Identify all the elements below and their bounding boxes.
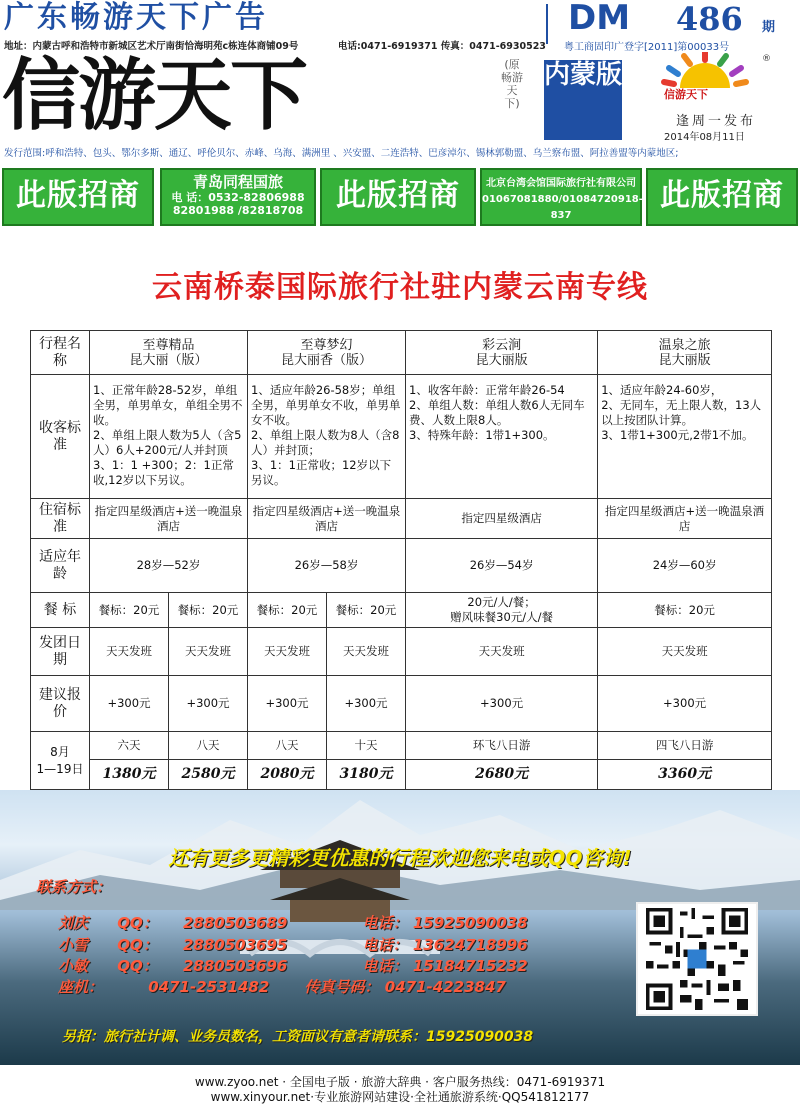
ad-qingdao[interactable] bbox=[160, 168, 316, 226]
contact-name: 座机： bbox=[58, 978, 104, 996]
hotel-standard: 指定四星级酒店+送一晚温泉酒店 bbox=[90, 499, 248, 539]
contact-qq-label: QQ： bbox=[117, 957, 158, 975]
guest-standard: 1、适应年龄24-60岁， 2、无同车，无上限人数，13人以上按团队计算。 3、1带1+300元,2带1不加。 bbox=[598, 375, 772, 499]
header-guest: 收客标准 bbox=[31, 375, 90, 499]
issue-number: 486 bbox=[676, 0, 743, 38]
trip-days: 环飞八日游 bbox=[406, 732, 598, 760]
contact-tel[interactable]: 0471-4223847 bbox=[384, 978, 506, 996]
advice-price: +300元 bbox=[327, 676, 406, 732]
header-advice: 建议报价 bbox=[31, 676, 90, 732]
publish-frequency: 逢周一发布 bbox=[676, 114, 757, 129]
depart-date: 天天发班 bbox=[406, 628, 598, 676]
contact-name: 小雪 bbox=[58, 936, 89, 954]
more-offers: 还有更多更精彩更优惠的行程欢迎您来电或QQ咨询! bbox=[168, 846, 632, 870]
meal-standard: 餐标：20元 bbox=[327, 593, 406, 628]
address: 地址：内蒙古呼和浩特市新城区艺术厅南街恰海明苑c栋连体商铺09号 bbox=[4, 41, 299, 52]
meal-standard: 餐标：20元 bbox=[90, 593, 169, 628]
depart-date: 天天发班 bbox=[248, 628, 327, 676]
itinerary-table bbox=[30, 330, 772, 790]
contact-qq[interactable]: 2880503696 bbox=[183, 957, 288, 975]
contact-row bbox=[58, 912, 528, 933]
trip-price: 3180元 bbox=[327, 760, 406, 790]
trip-days: 十天 bbox=[327, 732, 406, 760]
hotel-standard: 指定四星级酒店+送一晚温泉酒店 bbox=[598, 499, 772, 539]
trip-price: 2680元 bbox=[406, 760, 598, 790]
ad-recruit-3[interactable]: 此版招商 bbox=[646, 168, 798, 226]
trip-price: 2580元 bbox=[169, 760, 248, 790]
contact-tel-label: 传真号码： bbox=[304, 978, 380, 996]
trip-price: 1380元 bbox=[90, 760, 169, 790]
age-range: 28岁—52岁 bbox=[90, 539, 248, 593]
trip-days: 八天 bbox=[169, 732, 248, 760]
logo-name: 信游天下 bbox=[664, 88, 708, 101]
contact-row bbox=[58, 955, 528, 976]
ad-recruit-2[interactable]: 此版招商 bbox=[320, 168, 476, 226]
contact-name: 小敏 bbox=[58, 957, 89, 975]
advice-price: +300元 bbox=[406, 676, 598, 732]
meal-standard: 餐标：20元 bbox=[598, 593, 772, 628]
original-name: (原畅游天下) bbox=[501, 58, 523, 110]
main-title: 云南桥泰国际旅行社驻内蒙云南专线 bbox=[152, 270, 648, 305]
trip-days: 六天 bbox=[90, 732, 169, 760]
ad-recruit-1[interactable]: 此版招商 bbox=[2, 168, 154, 226]
hotel-standard: 指定四星级酒店 bbox=[406, 499, 598, 539]
contact-tel-label: 电话： bbox=[362, 957, 408, 975]
meal-standard: 餐标：20元 bbox=[248, 593, 327, 628]
issue-date: 2014年08月11日 bbox=[664, 132, 745, 143]
guest-standard: 1、收客年龄：正常年龄26-54 2、单组人数：单组人数6人无同车费、人数上限8人。 3、特殊年龄：1带1+300。 bbox=[406, 375, 598, 499]
contact-tel-label: 电话： bbox=[362, 914, 408, 932]
contact-tel[interactable]: 13624718996 bbox=[412, 936, 528, 954]
meal-standard: 餐标：20元 bbox=[169, 593, 248, 628]
route-name: 彩云涧 昆大丽版 bbox=[406, 331, 598, 375]
guest-standard: 1、适应年龄26-58岁；单组全男，单男单女不收，单男单女不收。 2、单组上限人数为8人（含8人）并封顶； 3、1：1正常收；12岁以下另议。 bbox=[248, 375, 406, 499]
route-name: 至尊梦幻 昆大丽香（版） bbox=[248, 331, 406, 375]
header-depart: 发团日期 bbox=[31, 628, 90, 676]
route-name: 温泉之旅 昆大丽版 bbox=[598, 331, 772, 375]
header-route: 行程名称 bbox=[31, 331, 90, 375]
divider bbox=[546, 4, 548, 44]
meal-standard: 20元/人/餐； 赠风味餐30元/人/餐 bbox=[406, 593, 598, 628]
contact-label: 联系方式： bbox=[36, 878, 112, 896]
contact-qq-label: QQ： bbox=[117, 914, 158, 932]
ad-qingdao-tel2: 82801988 /82818708 bbox=[172, 204, 304, 217]
age-range: 26岁—58岁 bbox=[248, 539, 406, 593]
contact-name: 刘庆 bbox=[58, 914, 89, 932]
newspaper-brand: 广东畅游天下广告 bbox=[4, 0, 268, 35]
contact-qq-label: QQ： bbox=[117, 936, 158, 954]
header-hotel: 住宿标准 bbox=[31, 499, 90, 539]
edition-badge: 内蒙版 bbox=[544, 60, 622, 140]
depart-date: 天天发班 bbox=[598, 628, 772, 676]
hotel-standard: 指定四星级酒店+送一晚温泉酒店 bbox=[248, 499, 406, 539]
contact-qq[interactable]: 0471-2531482 bbox=[148, 978, 270, 996]
distribution-range: 发行范围:呼和浩特、包头、鄂尔多斯、通辽、呼伦贝尔、赤峰、乌海、满洲里 、兴安盟、二连浩特、巴彦淖尔、锡林郭勒盟、乌兰察布盟、阿拉善盟等内蒙地区; bbox=[4, 148, 679, 159]
contact-tel-label: 电话： bbox=[362, 936, 408, 954]
header-month: 8月 1—19日 bbox=[31, 732, 90, 790]
age-range: 26岁—54岁 bbox=[406, 539, 598, 593]
job-notice: 另招：旅行社计调、业务员数名，工资面议有意者请联系：15925090038 bbox=[62, 1029, 534, 1045]
contact-tel[interactable]: 15925090038 bbox=[412, 914, 528, 932]
contact-row bbox=[58, 934, 528, 955]
contact-qq[interactable]: 2880503689 bbox=[183, 914, 288, 932]
depart-date: 天天发班 bbox=[327, 628, 406, 676]
contact-tel[interactable]: 15184715232 bbox=[412, 957, 528, 975]
ad-taiwan-name: 北京台湾会馆国际旅行社有限公司 bbox=[486, 178, 636, 189]
trip-days: 四飞八日游 bbox=[598, 732, 772, 760]
registration-number: 粤工商固印广登字[2011]第00033号 bbox=[564, 42, 730, 53]
advice-price: +300元 bbox=[248, 676, 327, 732]
contact-row bbox=[58, 976, 506, 997]
footer-line-2: www.xinyour.net·专业旅游网站建设·全社通旅游系统·QQ541812177 bbox=[210, 1090, 590, 1104]
registered-mark: ® bbox=[762, 54, 771, 64]
contact-qq[interactable]: 2880503695 bbox=[183, 936, 288, 954]
advice-price: +300元 bbox=[90, 676, 169, 732]
depart-date: 天天发班 bbox=[169, 628, 248, 676]
footer-line-1: www.zyoo.net · 全国电子版 · 旅游大辞典 · 客户服务热线：0471-6919371 bbox=[194, 1075, 606, 1089]
ad-taiwan[interactable] bbox=[480, 168, 642, 226]
issue-unit: 期 bbox=[762, 20, 776, 35]
ad-qingdao-name: 青岛同程国旅 bbox=[192, 173, 283, 191]
trip-price: 2080元 bbox=[248, 760, 327, 790]
ad-taiwan-tel: 01067081880/01084720918-837 bbox=[482, 194, 643, 221]
masthead-title: 信游天下 bbox=[2, 50, 307, 141]
route-name: 至尊精品 昆大丽（版） bbox=[90, 331, 248, 375]
header-meal: 餐 标 bbox=[31, 593, 90, 628]
trip-days: 八天 bbox=[248, 732, 327, 760]
phone-fax: 电话:0471-6919371 传真：0471-6930523 bbox=[338, 41, 546, 52]
qr-code-icon[interactable] bbox=[636, 902, 758, 1016]
depart-date: 天天发班 bbox=[90, 628, 169, 676]
dm-label: DM bbox=[568, 0, 631, 38]
header-age: 适应年龄 bbox=[31, 539, 90, 593]
advice-price: +300元 bbox=[598, 676, 772, 732]
age-range: 24岁—60岁 bbox=[598, 539, 772, 593]
trip-price: 3360元 bbox=[598, 760, 772, 790]
advice-price: +300元 bbox=[169, 676, 248, 732]
guest-standard: 1、正常年龄28-52岁，单组全男，单男单女，单组全男不收。 2、单组上限人数为5人（含5人）6人+200元/人并封顶 3、1：1 +300；2：1正常收,12岁以下另议。 bbox=[90, 375, 248, 499]
ad-qingdao-tel: 电 话：0532-82806988 bbox=[171, 191, 305, 204]
